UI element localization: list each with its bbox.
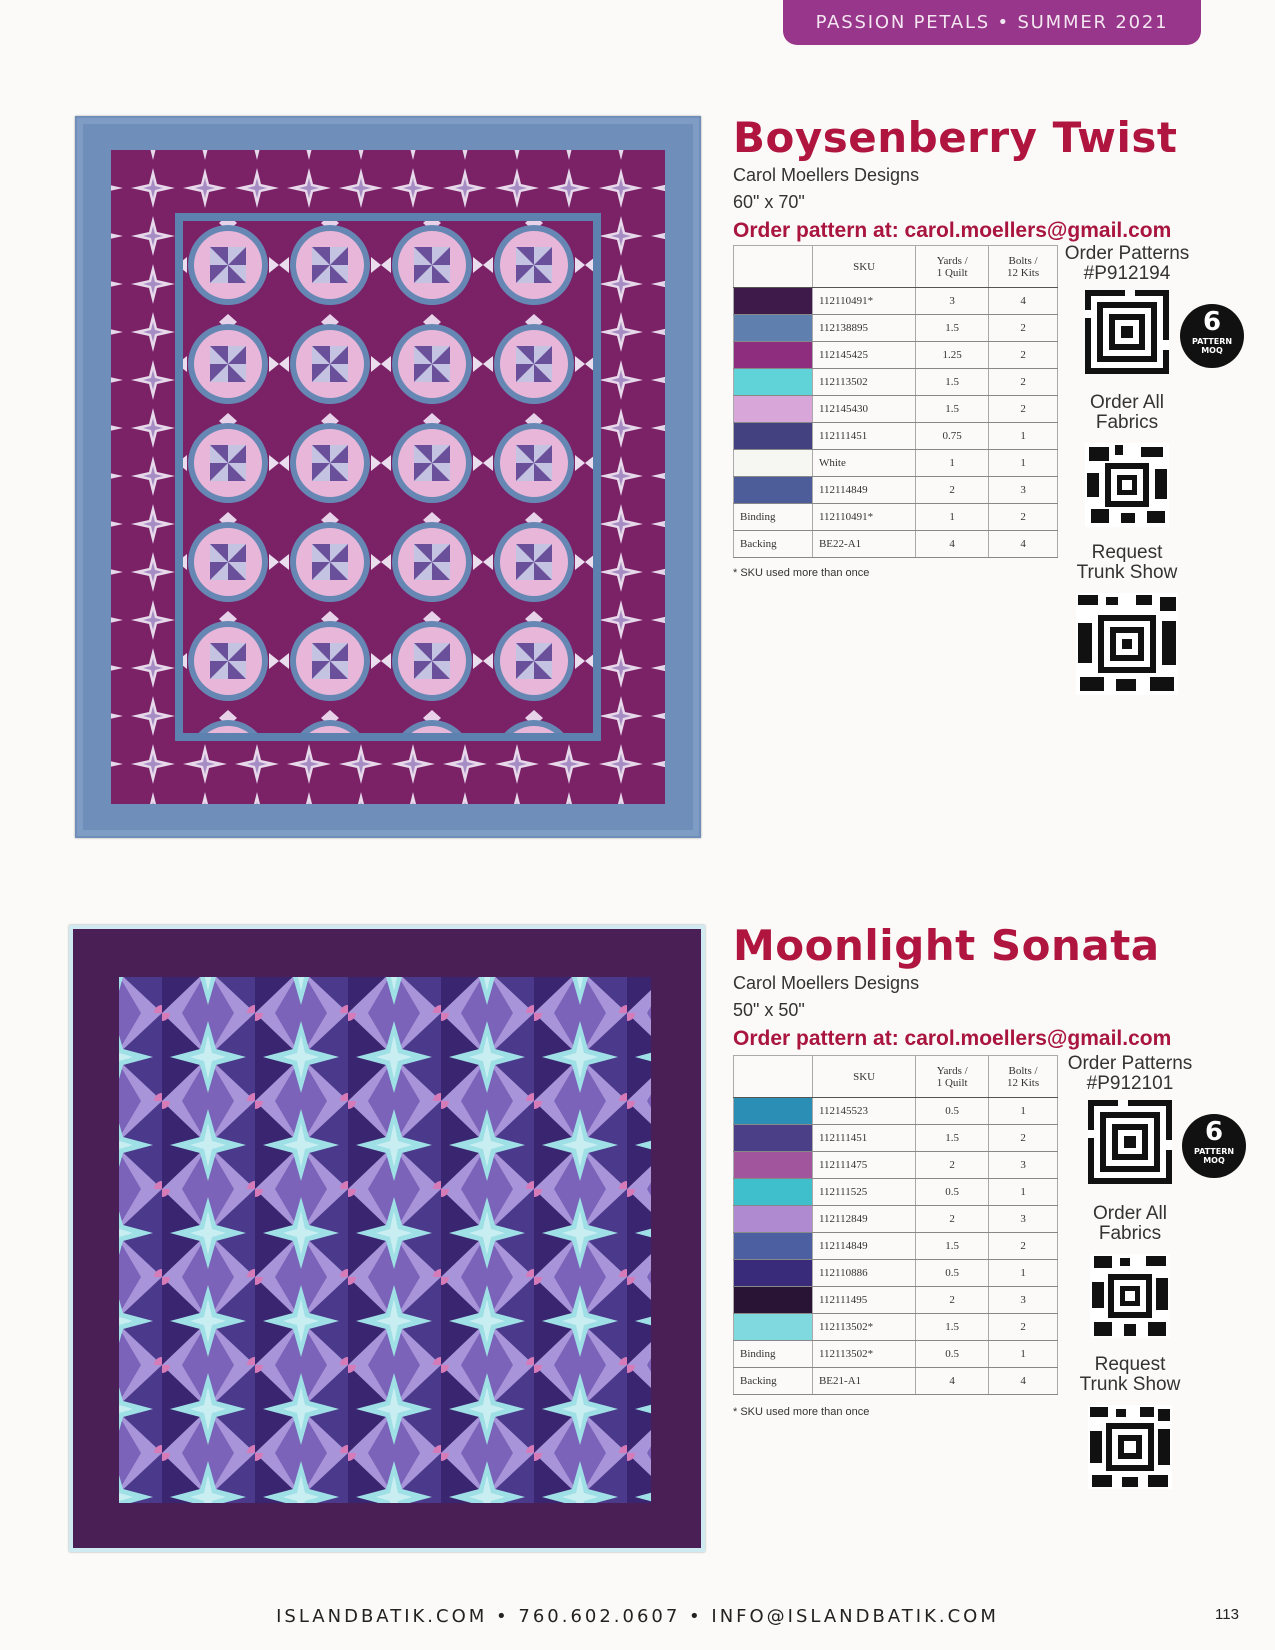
project-title: Moonlight Sonata <box>733 921 1160 970</box>
order-fabrics-block <box>1055 1204 1205 1338</box>
order-fabrics-qr-code[interactable] <box>1090 1254 1170 1338</box>
yards-cell: 1.5 <box>916 369 989 396</box>
table-row <box>734 450 1058 477</box>
moq-label-moq: MOQ <box>1201 346 1223 355</box>
bolts-cell: 4 <box>989 288 1058 315</box>
sku-cell: 112113502* <box>812 1341 915 1368</box>
designer-name: Carol Moellers Designs <box>733 165 920 185</box>
bolts-cell: 1 <box>989 450 1058 477</box>
swatch-color <box>734 1314 812 1340</box>
bolts-cell: 2 <box>989 342 1058 369</box>
fabric-swatch <box>734 1179 813 1206</box>
swatch-color <box>734 315 812 341</box>
sku-cell: BE21-A1 <box>812 1368 915 1395</box>
table-row <box>734 369 1058 396</box>
table-row <box>734 1287 1058 1314</box>
swatch-color <box>734 450 812 476</box>
yards-cell: 1.5 <box>916 315 989 342</box>
fabric-swatch <box>734 396 813 423</box>
swatch-color <box>734 1206 812 1232</box>
yards-cell: 0.5 <box>916 1260 989 1287</box>
sku-cell: 112111495 <box>812 1287 915 1314</box>
yards-cell: 0.5 <box>916 1098 989 1125</box>
order-patterns-qr-code[interactable] <box>1085 290 1169 374</box>
pattern-moq-badge <box>1180 304 1244 368</box>
quilt-size: 60" x 70" <box>733 192 805 212</box>
sku-cell: 112145523 <box>812 1098 915 1125</box>
fabric-swatch <box>734 423 813 450</box>
table-row <box>734 1152 1058 1179</box>
sku-cell: 112110491* <box>812 504 915 531</box>
table-row <box>734 1098 1058 1125</box>
swatch-color <box>734 1287 812 1313</box>
sku-cell: 112113502* <box>812 1314 915 1341</box>
fabric-table-boysenberry <box>733 245 1058 558</box>
sku-cell: 112145430 <box>812 396 915 423</box>
yards-cell: 2 <box>916 1152 989 1179</box>
trunk-show-qr-code[interactable] <box>1076 593 1178 695</box>
moq-label-pattern: PATTERN <box>1193 1147 1235 1156</box>
bolts-cell: 3 <box>989 1206 1058 1233</box>
bolts-cell: 1 <box>989 423 1058 450</box>
order-patterns-qr-code[interactable] <box>1088 1100 1172 1184</box>
bolts-cell: 4 <box>989 1368 1058 1395</box>
table-row <box>734 1260 1058 1287</box>
yards-cell: 1.5 <box>916 1125 989 1152</box>
fabric-swatch <box>734 342 813 369</box>
bolts-cell: 2 <box>989 504 1058 531</box>
fabric-swatch <box>734 369 813 396</box>
project-boysenberry-twist <box>733 112 1263 246</box>
table-row <box>734 396 1058 423</box>
quilt-size: 50" x 50" <box>733 1000 805 1020</box>
sku-footnote: * SKU used more than once <box>733 1406 870 1418</box>
fabric-swatch <box>734 477 813 504</box>
yards-header: Yards / 1 Quilt <box>916 1056 989 1098</box>
bolts-cell: 2 <box>989 1233 1058 1260</box>
order-fabrics-block <box>1052 393 1202 527</box>
yards-cell: 2 <box>916 1206 989 1233</box>
yards-cell: 1.25 <box>916 342 989 369</box>
fabric-swatch <box>734 450 813 477</box>
swatch-color <box>734 342 812 368</box>
table-row <box>734 1179 1058 1206</box>
swatch-color <box>734 1233 812 1259</box>
trunk-show-block <box>1052 543 1202 695</box>
sku-header: SKU <box>812 1056 915 1098</box>
table-row <box>734 1125 1058 1152</box>
yards-cell: 0.5 <box>916 1179 989 1206</box>
fabric-swatch <box>734 1233 813 1260</box>
trunk-show-block <box>1055 1355 1205 1489</box>
sku-cell: 112112849 <box>812 1206 915 1233</box>
yards-cell: 1.5 <box>916 1314 989 1341</box>
bolts-cell: 2 <box>989 1314 1058 1341</box>
swatch-color <box>734 1260 812 1286</box>
table-row <box>734 531 1058 558</box>
project-moonlight-sonata <box>733 920 1263 1054</box>
swatch-color <box>734 396 812 422</box>
sku-header: SKU <box>812 246 915 288</box>
order-fabrics-qr-code[interactable] <box>1085 443 1169 527</box>
yards-cell: 2 <box>916 477 989 504</box>
table-row <box>734 1233 1058 1260</box>
row-label: Binding <box>734 1341 813 1368</box>
page-number: 113 <box>1215 1606 1239 1623</box>
pattern-moq-badge <box>1182 1114 1246 1178</box>
moonlight-sonata-quilt-image <box>69 925 705 1552</box>
bolts-cell: 2 <box>989 369 1058 396</box>
swatch-color <box>734 288 812 314</box>
bolts-cell: 2 <box>989 315 1058 342</box>
pattern-number: #P912101 <box>1086 1073 1174 1094</box>
pattern-number: #P912194 <box>1083 263 1171 284</box>
bolts-cell: 3 <box>989 1287 1058 1314</box>
issue-header-tab <box>783 0 1201 45</box>
sku-cell: 112138895 <box>812 315 915 342</box>
footer-contact: ISLANDBATIK.COM • 760.602.0607 • INFO@ISLANDBATIK.COM <box>276 1606 999 1627</box>
sku-cell: White <box>812 450 915 477</box>
sku-cell: 112114849 <box>812 477 915 504</box>
designer-name: Carol Moellers Designs <box>733 973 920 993</box>
order-all-fabrics-label: Order All Fabrics <box>1093 1203 1167 1244</box>
boysenberry-twist-quilt-image <box>75 116 701 838</box>
bolts-cell: 2 <box>989 396 1058 423</box>
bolts-header: Bolts / 12 Kits <box>989 246 1058 288</box>
swatch-color <box>734 1152 812 1178</box>
issue-header-text: PASSION PETALS • SUMMER 2021 <box>815 12 1169 33</box>
bolts-cell: 4 <box>989 531 1058 558</box>
bolts-cell: 3 <box>989 1152 1058 1179</box>
swatch-color <box>734 477 812 503</box>
moq-number: 6 <box>1204 1117 1224 1147</box>
fabric-swatch <box>734 315 813 342</box>
table-row <box>734 342 1058 369</box>
sku-cell: BE22-A1 <box>812 531 915 558</box>
bolts-cell: 1 <box>989 1098 1058 1125</box>
request-trunk-show-label: Request Trunk Show <box>1079 1354 1181 1395</box>
yards-header: Yards / 1 Quilt <box>916 246 989 288</box>
yards-cell: 0.75 <box>916 423 989 450</box>
swatch-color <box>734 369 812 395</box>
table-row <box>734 477 1058 504</box>
bolts-cell: 1 <box>989 1179 1058 1206</box>
order-patterns-label: Order Patterns <box>1067 1053 1193 1074</box>
fabric-swatch <box>734 1287 813 1314</box>
order-all-fabrics-label: Order All Fabrics <box>1090 392 1164 433</box>
sku-cell: 112110886 <box>812 1260 915 1287</box>
bolts-cell: 2 <box>989 1125 1058 1152</box>
yards-cell: 4 <box>916 1368 989 1395</box>
sku-cell: 112111451 <box>812 1125 915 1152</box>
yards-cell: 1.5 <box>916 396 989 423</box>
order-pattern-email-link[interactable]: Order pattern at: carol.moellers@gmail.com <box>733 1027 1172 1050</box>
sku-cell: 112114849 <box>812 1233 915 1260</box>
order-patterns-label: Order Patterns <box>1064 243 1190 264</box>
sku-cell: 112110491* <box>812 288 915 315</box>
fabric-swatch <box>734 1314 813 1341</box>
table-row <box>734 315 1058 342</box>
swatch-color <box>734 1179 812 1205</box>
swatch-header <box>734 246 813 288</box>
sku-cell: 112111451 <box>812 423 915 450</box>
bolts-cell: 1 <box>989 1260 1058 1287</box>
yards-cell: 4 <box>916 531 989 558</box>
moq-label-pattern: PATTERN <box>1191 337 1233 346</box>
swatch-header <box>734 1056 813 1098</box>
trunk-show-qr-code[interactable] <box>1088 1405 1172 1489</box>
yards-cell: 1 <box>916 450 989 477</box>
request-trunk-show-label: Request Trunk Show <box>1076 542 1178 583</box>
row-label: Backing <box>734 531 813 558</box>
yards-cell: 2 <box>916 1287 989 1314</box>
table-row <box>734 1341 1058 1368</box>
table-row <box>734 504 1058 531</box>
sku-cell: 112111475 <box>812 1152 915 1179</box>
swatch-color <box>734 423 812 449</box>
yards-cell: 1 <box>916 504 989 531</box>
moq-number: 6 <box>1202 307 1222 337</box>
bolts-cell: 1 <box>989 1341 1058 1368</box>
fabric-swatch <box>734 1098 813 1125</box>
fabric-table-moonlight <box>733 1055 1058 1395</box>
sku-cell: 112145425 <box>812 342 915 369</box>
table-row <box>734 288 1058 315</box>
fabric-swatch <box>734 1260 813 1287</box>
table-row <box>734 1368 1058 1395</box>
table-row <box>734 423 1058 450</box>
table-row <box>734 1206 1058 1233</box>
table-row <box>734 1314 1058 1341</box>
row-label: Binding <box>734 504 813 531</box>
sku-cell: 112111525 <box>812 1179 915 1206</box>
fabric-swatch <box>734 1152 813 1179</box>
swatch-color <box>734 1098 812 1124</box>
sku-cell: 112113502 <box>812 369 915 396</box>
yards-cell: 1.5 <box>916 1233 989 1260</box>
project-title: Boysenberry Twist <box>733 113 1178 162</box>
bolts-header: Bolts / 12 Kits <box>989 1056 1058 1098</box>
fabric-swatch <box>734 1206 813 1233</box>
swatch-color <box>734 1125 812 1151</box>
bolts-cell: 3 <box>989 477 1058 504</box>
order-pattern-email-link[interactable]: Order pattern at: carol.moellers@gmail.com <box>733 219 1172 242</box>
moq-label-moq: MOQ <box>1203 1156 1225 1165</box>
fabric-swatch <box>734 1125 813 1152</box>
row-label: Backing <box>734 1368 813 1395</box>
fabric-swatch <box>734 288 813 315</box>
yards-cell: 0.5 <box>916 1341 989 1368</box>
sku-footnote: * SKU used more than once <box>733 567 870 579</box>
yards-cell: 3 <box>916 288 989 315</box>
